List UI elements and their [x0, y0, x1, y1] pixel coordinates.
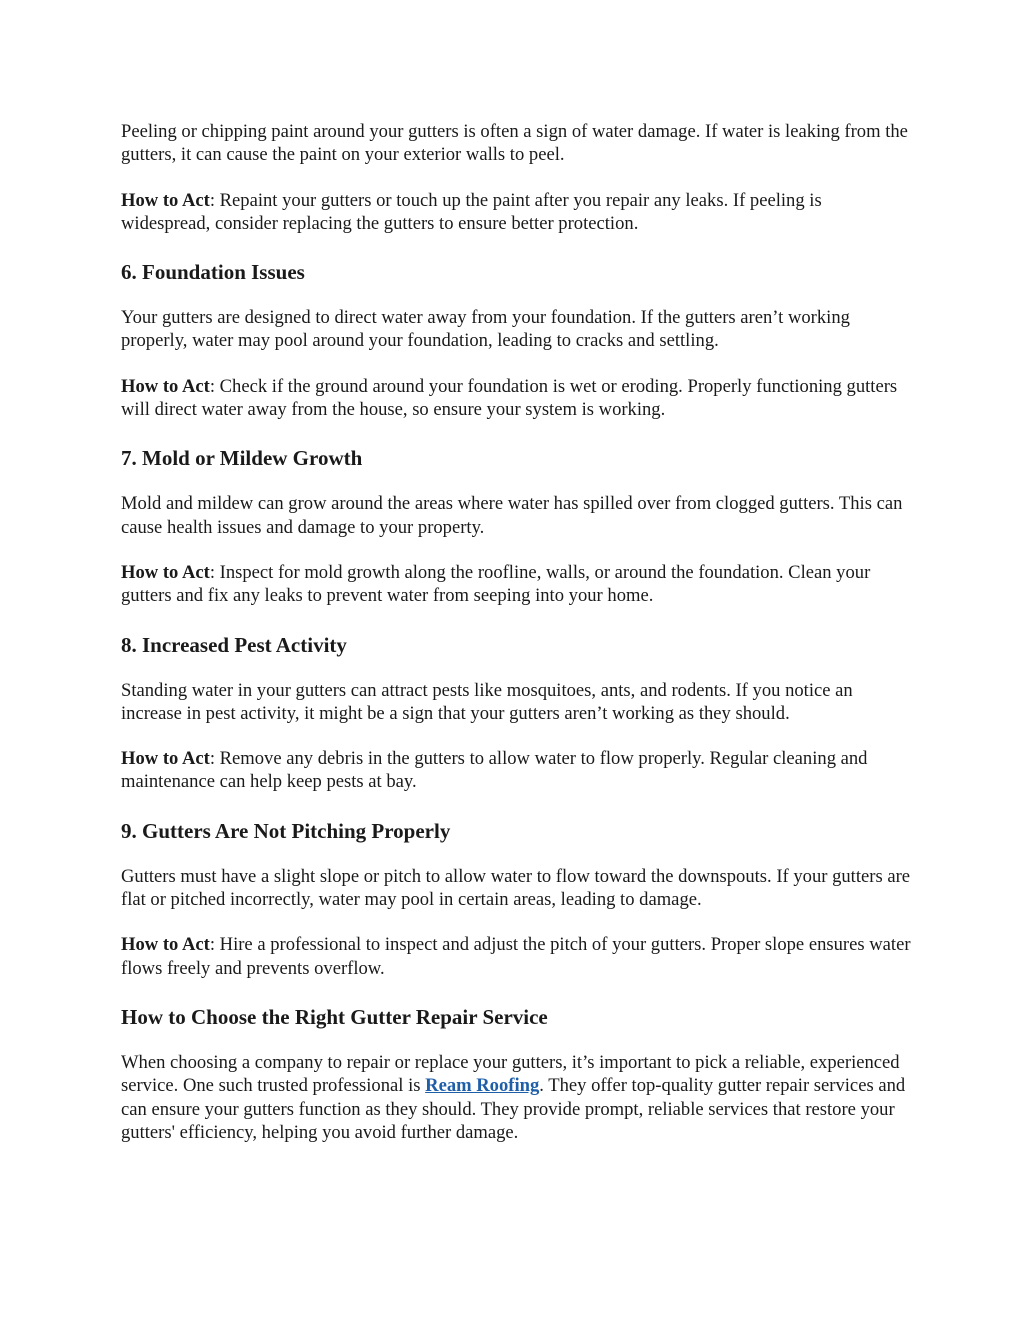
section-action — [121, 933, 911, 980]
intro-action — [121, 189, 911, 236]
action-lead: How to Act — [121, 189, 210, 211]
action-lead: How to Act — [121, 561, 210, 583]
intro-paragraph: Peeling or chipping paint around your gutters is often a sign of water damage. If water is leaking from the gutters, it can cause the paint on your exterior walls to peel. — [121, 121, 908, 166]
closing-text-after: . They offer top-quality gutter repair services and can ensure your gutters function as they should. They provide prompt, reliable services that restore your gutters' efficiency, helping you avoid further damage. — [121, 1075, 906, 1143]
action-lead: How to Act — [121, 748, 210, 770]
section-paragraph: Mold and mildew can grow around the areas where water has spilled over from clogged gutters. This can cause health issues and damage to your property. — [121, 493, 903, 538]
section-action — [121, 375, 911, 422]
section-heading: 8. Increased Pest Activity — [121, 632, 347, 657]
ream-roofing-link[interactable]: Ream Roofing — [425, 1075, 540, 1097]
closing-text-before: When choosing a company to repair or replace your gutters, it’s important to pick a reliable, experienced service. One such trusted professional is — [121, 1051, 900, 1097]
document-page — [121, 120, 911, 1144]
section-action — [121, 747, 911, 794]
action-text: : Check if the ground around your foundation is wet or eroding. Properly functioning gutters will direct water away from the house, so ensure your system is working. — [121, 375, 898, 421]
action-text: : Inspect for mold growth along the roofline, walls, or around the foundation. Clean your gutters and fix any leaks to prevent water from seeping into your home. — [121, 561, 871, 607]
action-text: : Remove any debris in the gutters to allow water to flow properly. Regular cleaning and maintenance can help keep pests at bay. — [121, 748, 868, 793]
action-lead: How to Act — [121, 934, 210, 956]
action-text: : Repaint your gutters or touch up the paint after you repair any leaks. If peeling is widespread, consider replacing the gutters to ensure better protection. — [121, 189, 822, 234]
action-text: : Hire a professional to inspect and adjust the pitch of your gutters. Proper slope ensures water flows freely and prevents overflow. — [121, 934, 911, 979]
section-action — [121, 561, 911, 608]
section-heading: 9. Gutters Are Not Pitching Properly — [121, 818, 451, 843]
section-heading: 7. Mold or Mildew Growth — [121, 446, 363, 471]
section-paragraph: Standing water in your gutters can attract pests like mosquitoes, ants, and rodents. If you notice an increase in pest activity, it might be a sign that your gutters aren’t working as they should. — [121, 679, 853, 724]
section-paragraph: Gutters must have a slight slope or pitch to allow water to flow toward the downspouts. If your gutters are flat or pitched incorrectly, water may pool in certain areas, leading to damage. — [121, 865, 911, 911]
action-lead: How to Act — [121, 375, 210, 397]
section-heading: 6. Foundation Issues — [121, 260, 305, 285]
section-paragraph: Your gutters are designed to direct water away from your foundation. If the gutters aren’t working properly, water may pool around your foundation, leading to cracks and settling. — [121, 307, 850, 352]
closing-heading: How to Choose the Right Gutter Repair Service — [121, 1004, 548, 1029]
closing-paragraph — [121, 1051, 911, 1144]
